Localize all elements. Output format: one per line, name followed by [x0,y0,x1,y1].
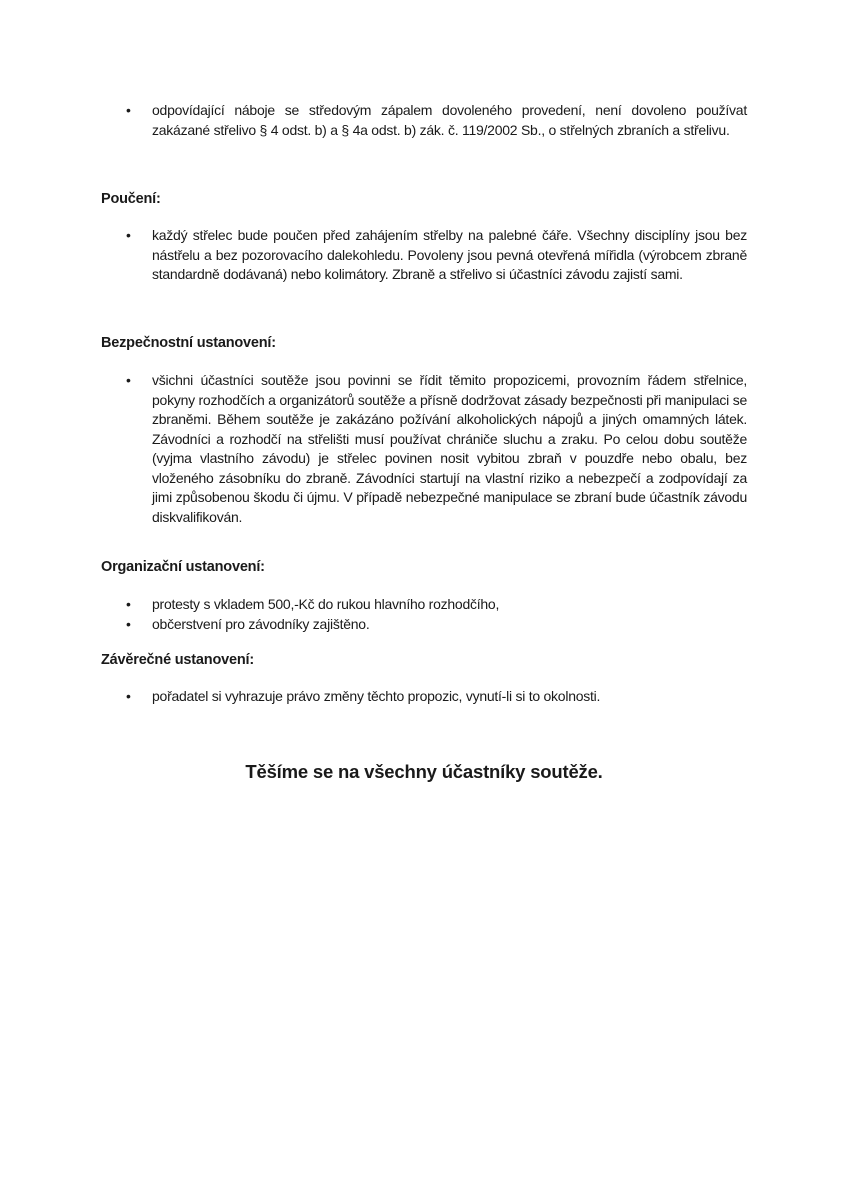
bullet-icon: • [126,372,131,388]
list-item-text: protesty s vkladem 500,-Kč do rukou hlavního rozhodčího, [152,596,500,612]
section-heading: Bezpečnostní ustanovení: [101,335,276,351]
section-organizacni-list-block [101,595,747,634]
section-bezpecnostni [101,334,747,353]
section-zaverecne [101,651,747,670]
section-heading: Organizační ustanovení: [101,559,265,575]
section-heading: Poučení: [101,191,161,207]
pouceni-list [101,226,747,285]
list-item [101,371,747,527]
bullet-icon: • [126,596,131,612]
zaverecne-list [101,687,747,707]
section-bezpecnostni-list-block [101,371,747,527]
bullet-icon: • [126,102,131,118]
intro-list-block [101,101,747,140]
bezpecnostni-list [101,371,747,527]
bullet-icon: • [126,615,131,632]
section-pouceni-list-block [101,226,747,285]
list-item [101,687,747,707]
list-item [101,226,747,285]
list-item [101,615,747,635]
list-item-text: odpovídající náboje se středovým zápalem dovoleného provedení, není dovoleno používat zakázané střelivo § 4 odst. b) a § 4a odst. b) zák. č. 119/2002 Sb., o střelných zbraních a střelivu. [152,102,747,138]
organizacni-list [101,595,747,634]
section-organizacni [101,558,747,577]
list-item [101,101,747,140]
section-zaverecne-list-block [101,687,747,707]
bullet-icon: • [126,688,131,704]
list-item-text: pořadatel si vyhrazuje právo změny těchto propozic, vynutí-li si to okolnosti. [152,688,601,704]
list-item [101,595,747,615]
bullet-icon: • [126,227,131,243]
section-heading: Závěrečné ustanovení: [101,652,254,668]
list-item-text: občerstvení pro závodníky zajištěno. [152,615,370,632]
section-pouceni [101,190,747,209]
intro-list [101,101,747,140]
list-item-text: každý střelec bude poučen před zahájením střelby na palebné čáře. Všechny disciplíny jsou bez nástřelu a bez pozorovacího dalekohledu. Povoleny jsou pevná otevřená mířidla (výrobcem zbraně standardně dodávaná) nebo kolimátory. Zbraně a střelivo si účastníci závodu zajistí sami. [152,227,747,282]
list-item-text: všichni účastníci soutěže jsou povinni se řídit těmito propozicemi, provozním řádem střelnice, pokyny rozhodčích a organizátorů soutěže a přísně dodržovat zásady bezpečnosti při manipulaci se zbraněmi. Během soutěže je zakázáno požívání alkoholických nápojů a jiných omamných látek. Závodníci a rozhodčí na střelišti musí používat chrániče sluchu a zraku. Po celou dobu soutěže (vyjma vlastního závodu) je střelec povinen nosit vybitou zbraň v pouzdře nebo obalu, bez vloženého zásobníku do zbraně. Závodníci startují na vlastní riziko a nebezpečí a zodpovídají za jimi způsobenou škodu či újmu. V případě nebezpečné manipulace se zbraní bude účastník závodu diskvalifikován. [152,372,747,525]
closing-statement: Těšíme se na všechny účastníky soutěže. [245,761,603,782]
